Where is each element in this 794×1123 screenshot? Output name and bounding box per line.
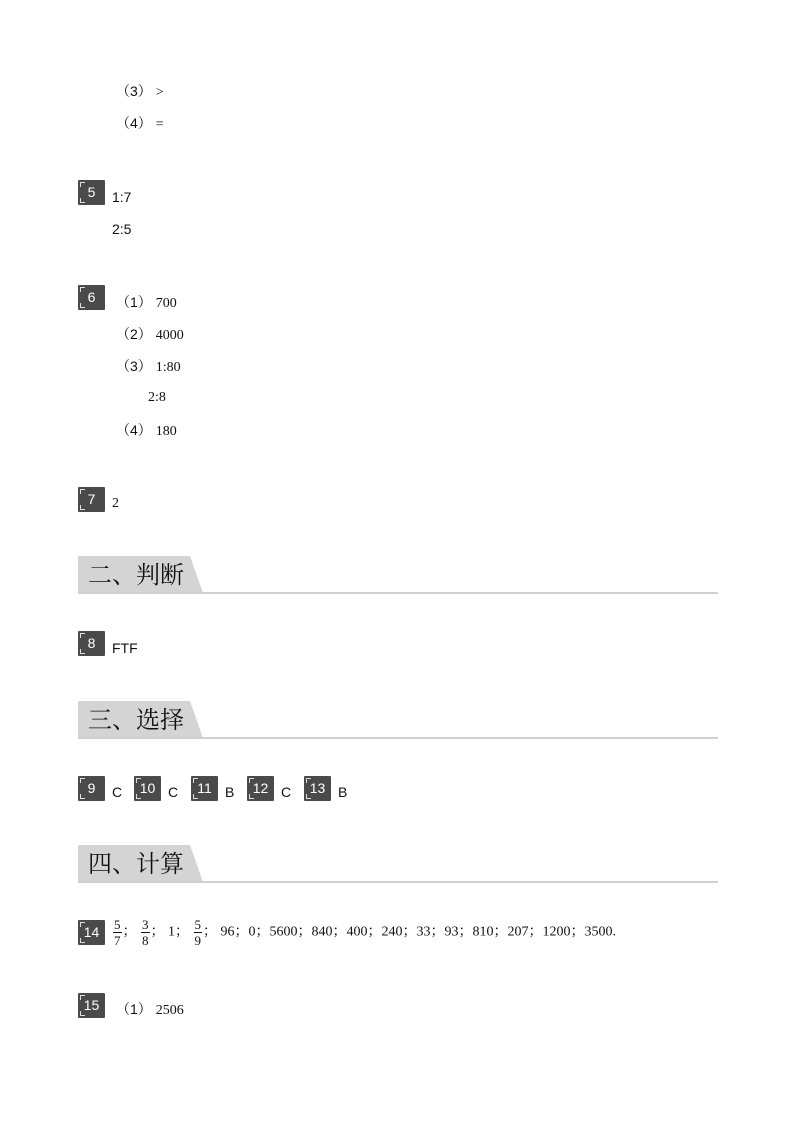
item-value: 180 xyxy=(155,424,177,439)
question-number-badge: 13 xyxy=(304,776,331,801)
item-value: 1:80 xyxy=(155,360,181,375)
value: 1； xyxy=(168,924,189,940)
question-number-badge: 12 xyxy=(247,776,274,801)
q6-item-3 xyxy=(116,358,181,376)
q7-answer: 2 xyxy=(112,496,119,511)
separator: ； xyxy=(203,924,217,940)
separator: ； xyxy=(150,924,165,940)
q14-answer xyxy=(112,918,616,947)
q6-item-2 xyxy=(116,326,184,344)
q6-item-3-line-2: 2:8 xyxy=(148,390,166,405)
section-title: 四、计算 xyxy=(88,850,184,878)
q15-item-1 xyxy=(116,1001,184,1019)
item-value: = xyxy=(155,117,164,132)
choice-answer: B xyxy=(225,784,235,800)
question-number-badge: 6 xyxy=(78,285,105,310)
item-value: > xyxy=(155,85,164,100)
q6-item-1 xyxy=(116,294,177,312)
choice-answer: B xyxy=(338,784,348,800)
values-list: 96；0；5600；840；400；240；33；93；810；207；1200；3500. xyxy=(220,924,616,940)
q5-answer-line-1: 1:7 xyxy=(112,189,132,205)
question-number-badge: 5 xyxy=(78,180,105,205)
choice-answer: C xyxy=(281,784,292,800)
fraction xyxy=(141,918,150,947)
q6-item-4 xyxy=(116,422,177,440)
choice-answer: C xyxy=(112,784,123,800)
section-title: 二、判断 xyxy=(88,561,184,589)
numerator: 3 xyxy=(142,917,149,932)
item-value: 2506 xyxy=(155,1003,184,1018)
section-header-judgement xyxy=(78,556,718,594)
question-number-badge: 9 xyxy=(78,776,105,801)
choice-answer: C xyxy=(168,784,179,800)
question-number-badge: 7 xyxy=(78,487,105,512)
question-number-badge: 11 xyxy=(191,776,218,801)
q8-answer: FTF xyxy=(112,640,138,656)
item-label: （4） xyxy=(116,422,152,438)
item-label: （3） xyxy=(116,83,152,99)
section-header-calculation xyxy=(78,845,718,883)
fraction xyxy=(194,918,203,947)
question-number-badge: 8 xyxy=(78,631,105,656)
question-number-badge: 10 xyxy=(134,776,161,801)
denominator: 7 xyxy=(114,933,121,948)
fraction xyxy=(113,918,122,947)
section-divider xyxy=(78,737,718,739)
item-label: （1） xyxy=(116,1001,152,1017)
section-title: 三、选择 xyxy=(88,706,184,734)
q4-item-4 xyxy=(116,115,164,133)
section-divider xyxy=(78,881,718,883)
item-label: （4） xyxy=(116,115,152,131)
question-number-badge: 14 xyxy=(78,920,105,945)
item-label: （3） xyxy=(116,358,152,374)
item-label: （2） xyxy=(116,326,152,342)
numerator: 5 xyxy=(114,917,121,932)
section-divider xyxy=(78,592,718,594)
separator: ； xyxy=(122,924,137,940)
q5-answer-line-2: 2:5 xyxy=(112,221,132,237)
q4-item-3 xyxy=(116,83,164,101)
denominator: 8 xyxy=(142,933,149,948)
item-value: 4000 xyxy=(155,328,184,343)
item-label: （1） xyxy=(116,294,152,310)
item-value: 700 xyxy=(155,296,177,311)
numerator: 5 xyxy=(194,917,201,932)
denominator: 9 xyxy=(194,933,201,948)
section-header-choice xyxy=(78,701,718,739)
question-number-badge: 15 xyxy=(78,993,105,1018)
